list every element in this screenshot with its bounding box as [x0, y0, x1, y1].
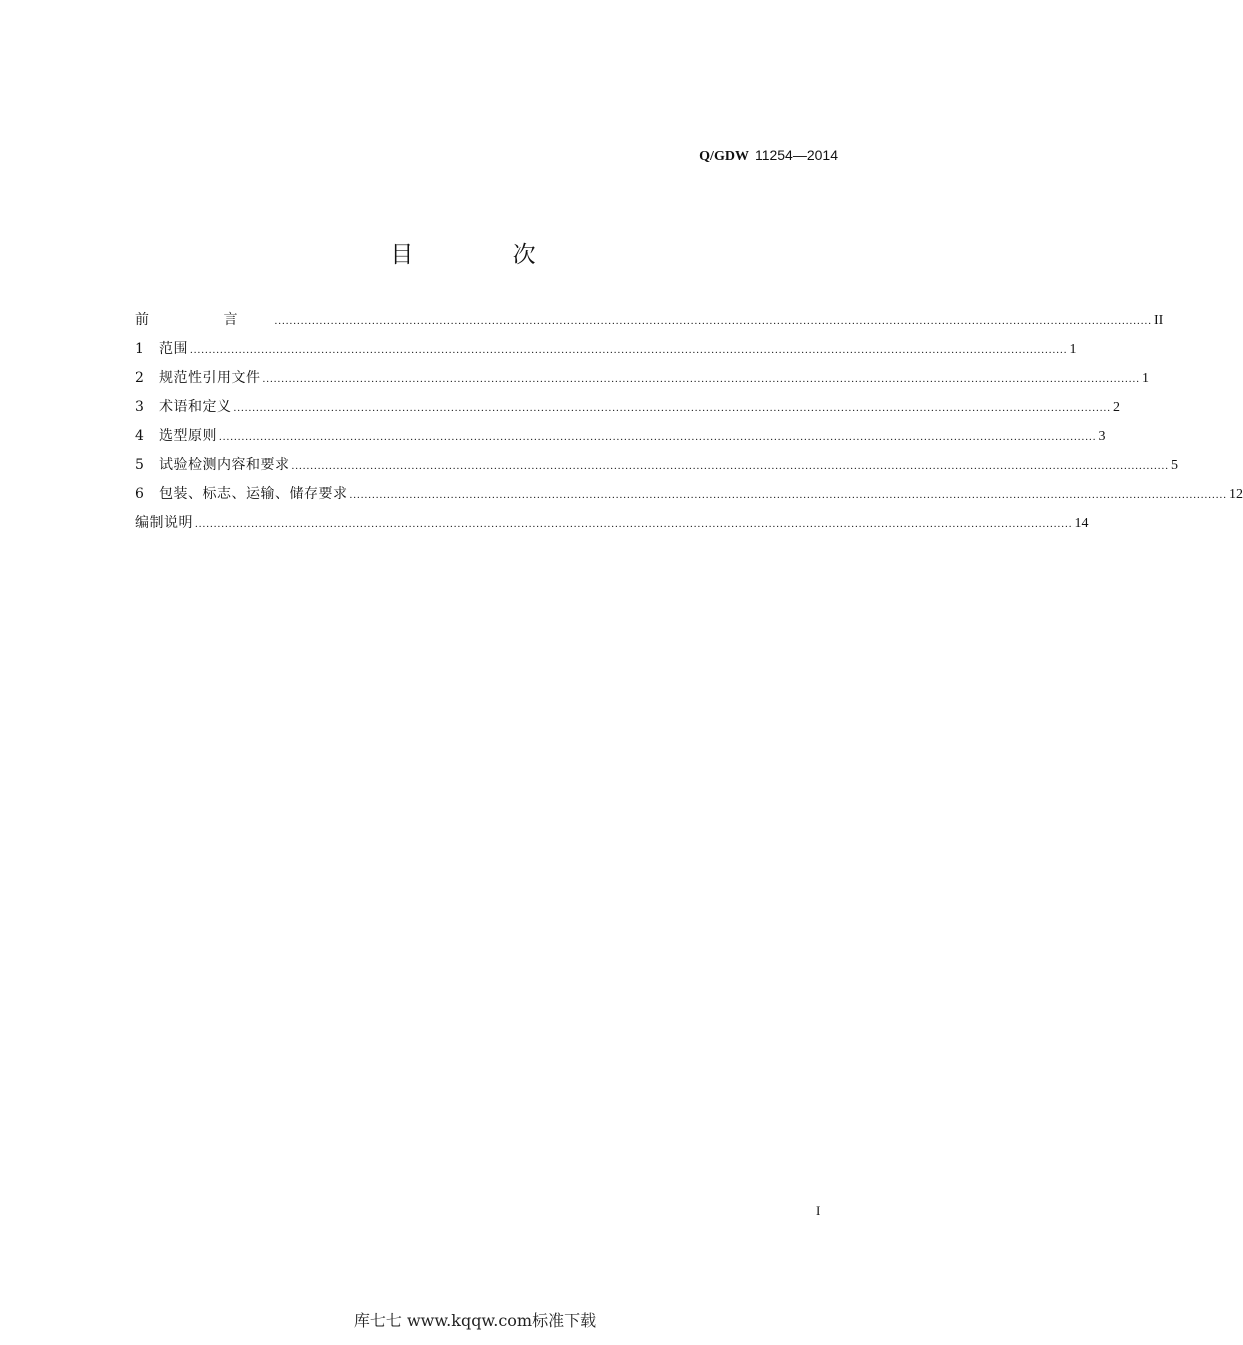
toc-entry-normative-references[interactable]: [135, 368, 1149, 397]
toc-entry-number: 4: [135, 428, 144, 444]
toc-entry-title: 包装、标志、运输、储存要求: [159, 486, 348, 502]
standard-number: [699, 147, 838, 165]
toc-leader-dots: ..........................................................................................................................................................................................................................................: [195, 518, 1073, 530]
toc-entry-page: 14: [1074, 516, 1089, 531]
toc-entry-number: 2: [135, 370, 144, 386]
toc-leader-dots: ..........................................................................................................................................................................................................................................: [274, 315, 1152, 327]
toc-entry-number: 3: [135, 399, 144, 415]
toc-entry-title: 试验检测内容和要求: [159, 457, 290, 473]
toc-entry-compilation-notes[interactable]: [135, 513, 1089, 542]
footer-watermark: 库七七 www.kqqw.com标准下载: [353, 1311, 597, 1330]
table-of-contents: [135, 310, 1243, 542]
toc-entry-packaging-requirements[interactable]: [135, 484, 1243, 513]
toc-entry-title: 编制说明: [135, 515, 193, 531]
toc-entry-page: II: [1153, 313, 1164, 328]
toc-entry-page: 2: [1113, 400, 1120, 415]
toc-leader-dots: ..........................................................................................................................................................................................................................................: [233, 402, 1111, 414]
standard-code: 11254—2014: [754, 147, 838, 163]
toc-entry-terms-definitions[interactable]: [135, 397, 1120, 426]
toc-leader-dots: ..........................................................................................................................................................................................................................................: [262, 373, 1140, 385]
page-number: I: [816, 1203, 821, 1218]
toc-entry-title: 术语和定义: [159, 399, 232, 415]
toc-leader-dots: ..........................................................................................................................................................................................................................................: [219, 431, 1097, 443]
toc-leader-dots: ..........................................................................................................................................................................................................................................: [190, 344, 1068, 356]
toc-entry-page: 1: [1069, 342, 1077, 357]
toc-entry-number: 5: [135, 457, 144, 473]
toc-leader-dots: ..........................................................................................................................................................................................................................................: [291, 460, 1169, 472]
toc-entry-testing-requirements[interactable]: [135, 455, 1178, 484]
standard-prefix: Q/GDW: [699, 149, 749, 164]
toc-entry-scope[interactable]: [135, 339, 1077, 368]
toc-entry-title: 选型原则: [159, 428, 217, 444]
page-title: 目 次: [390, 242, 582, 268]
toc-entry-foreword[interactable]: [135, 310, 1164, 339]
toc-entry-title: 前 言: [135, 312, 273, 328]
toc-entry-title: 规范性引用文件: [159, 370, 261, 386]
toc-entry-selection-principles[interactable]: [135, 426, 1106, 455]
toc-entry-number: 1: [135, 341, 144, 357]
toc-entry-page: 5: [1171, 458, 1178, 473]
toc-leader-dots: ..........................................................................................................................................................................................................................................: [349, 489, 1227, 501]
toc-entry-page: 12: [1229, 487, 1243, 502]
toc-entry-page: 3: [1098, 429, 1106, 444]
toc-entry-title: 范围: [159, 341, 188, 357]
toc-entry-number: 6: [135, 486, 144, 502]
toc-entry-page: 1: [1142, 371, 1149, 386]
